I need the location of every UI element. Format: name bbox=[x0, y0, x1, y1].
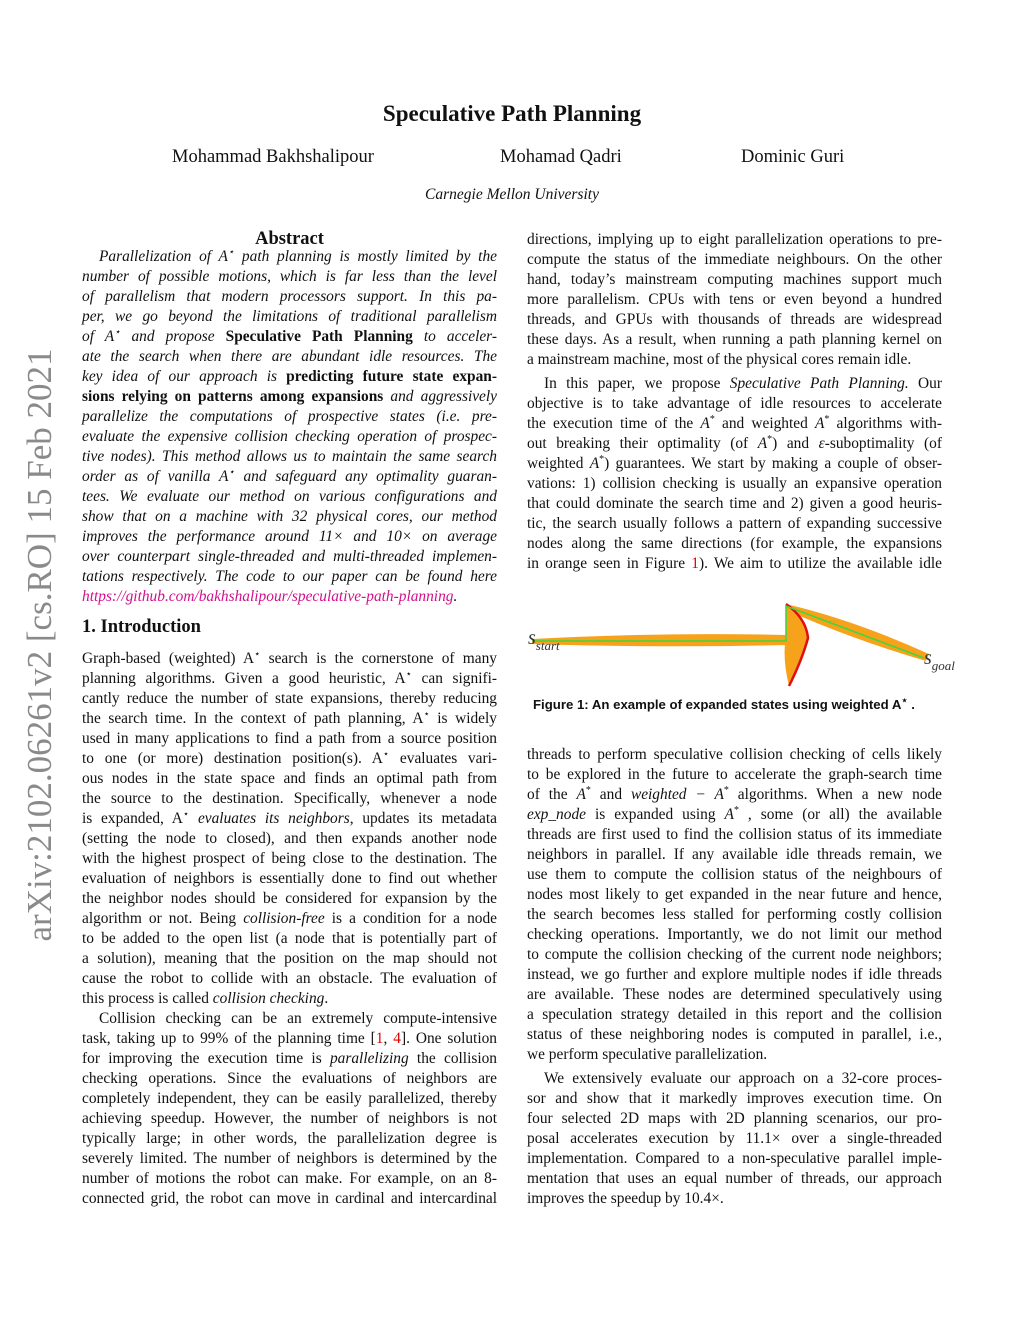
text-line: hand, today’s mainstream computing machines support much bbox=[527, 271, 942, 288]
text-line: to compute the collision checking of the current node neighbors; bbox=[527, 946, 942, 963]
text-line: completely independent, they can be easily parallelized, thereby bbox=[82, 1090, 497, 1107]
text-segment: the search time. In the context of path planning, A bbox=[82, 710, 424, 727]
text-line: evaluation of neighbors is essentially done to find out whether bbox=[82, 870, 497, 887]
text-line: threads to perform speculative collision checking of cells likely bbox=[527, 746, 942, 763]
ellipsis-1: ··· bbox=[629, 637, 639, 648]
text-line: number of possible motions, which is far less than the level bbox=[82, 268, 497, 285]
text-line: are available. These nodes are determined speculatively using bbox=[527, 986, 942, 1003]
text-segment: Speculative Path Planning. bbox=[729, 375, 909, 392]
text-segment: , bbox=[383, 1030, 394, 1047]
text-segment: Graph-based (weighted) A bbox=[82, 650, 255, 667]
author-2: Mohamad Qadri bbox=[500, 147, 622, 167]
ellipsis-2: ··· bbox=[829, 617, 839, 628]
text-segment: ). We aim to utilize the available idle bbox=[698, 555, 942, 572]
citation-link[interactable]: 1 bbox=[375, 1030, 384, 1047]
text-segment: collision-free bbox=[243, 910, 325, 927]
text-line bbox=[527, 434, 942, 454]
text-segment: of A bbox=[82, 328, 115, 345]
text-segment: In this paper, we propose bbox=[544, 375, 730, 392]
text-segment: evaluates its neighbors bbox=[197, 810, 350, 827]
text-segment: to one (or more) destination position(s). A bbox=[82, 750, 383, 767]
text-line: Collision checking can be an extremely compute-intensive bbox=[99, 1010, 497, 1027]
intro-paragraph-4 bbox=[527, 374, 942, 574]
text-line: improves the speedup by 10.4×. bbox=[527, 1190, 724, 1207]
intro-paragraph-2 bbox=[82, 1009, 497, 1209]
text-line: nodes most likely to get expanded in the near future and hence, bbox=[527, 886, 942, 903]
text-line bbox=[82, 709, 497, 729]
text-line: the source to the destination. Specifically, whenever a node bbox=[82, 790, 497, 807]
text-line: a solution), meaning that the position on the map should not bbox=[82, 950, 497, 967]
text-line: threads, and GPUs with thousands of threads are widespread bbox=[527, 311, 942, 328]
text-line bbox=[82, 247, 497, 267]
text-segment: evaluates vari- bbox=[389, 750, 497, 767]
text-line bbox=[82, 327, 497, 347]
text-line bbox=[527, 785, 942, 805]
text-line: evaluate the expensive collision checking operation of prospec- bbox=[82, 428, 497, 445]
text-segment: and aggressively bbox=[383, 388, 497, 405]
text-segment: ⋆ bbox=[423, 708, 430, 720]
text-line: severely limited. The number of neighbors is determined by the bbox=[82, 1150, 497, 1167]
start-label: $s_{start}$ bbox=[528, 627, 560, 653]
text-segment: algorithms. When a new node bbox=[728, 786, 942, 803]
text-segment: -suboptimality (of bbox=[824, 435, 943, 452]
text-line: objective is to take advantage of idle resources to accelerate bbox=[527, 395, 942, 412]
text-segment: A bbox=[700, 415, 710, 432]
text-line: status of these neighboring nodes is computed in parallel, i.e., bbox=[527, 1026, 942, 1043]
text-line: more parallelism. CPUs with tens or even beyond a hundred bbox=[527, 291, 942, 308]
text-segment: of the bbox=[527, 786, 577, 803]
text-segment: and propose bbox=[120, 328, 226, 345]
text-segment: ε bbox=[818, 435, 825, 452]
text-segment: algorithm or not. Being bbox=[82, 910, 244, 927]
text-line: the neighbor nodes should be considered for expansion by the bbox=[82, 890, 497, 907]
text-line: tic, the search usually follows a pattern of expanding successive bbox=[527, 515, 942, 532]
text-segment: predicting future state expan- bbox=[286, 368, 497, 385]
text-segment: ) and bbox=[772, 435, 819, 452]
figure-1-diagram bbox=[524, 598, 964, 693]
text-line: per, we go beyond the limitations of traditional parallelism bbox=[82, 308, 497, 325]
text-segment: * bbox=[723, 784, 729, 796]
text-line: connected grid, the robot can move in cardinal and intercardinal bbox=[82, 1190, 497, 1207]
github-link[interactable]: https://github.com/bakhshalipour/speculative-path-planning bbox=[82, 588, 454, 605]
text-segment: * bbox=[824, 413, 830, 425]
text-segment: to acceler- bbox=[412, 328, 497, 345]
text-line: ate the search when there are abundant idle resources. The bbox=[82, 348, 497, 365]
text-segment: key idea of our approach is bbox=[82, 368, 287, 385]
text-segment: out breaking their optimality (of bbox=[527, 435, 758, 452]
caption-end: . bbox=[907, 697, 915, 712]
text-line bbox=[82, 989, 497, 1009]
text-segment: the collision bbox=[408, 1050, 498, 1067]
text-line bbox=[527, 805, 942, 825]
text-segment: Speculative Path Planning bbox=[225, 328, 413, 345]
text-segment: A bbox=[589, 455, 600, 472]
text-line: neighbors in parallel. If any available idle threads remain, we bbox=[527, 846, 942, 863]
text-line bbox=[527, 554, 942, 574]
text-line: directions, implying up to eight parallelization operations to pre- bbox=[527, 231, 942, 248]
text-line: cause the robot to collide with an obstacle. The evaluation of bbox=[82, 970, 497, 987]
text-segment: * bbox=[585, 784, 591, 796]
text-line: typically large; in other words, the parallelization degree is bbox=[82, 1130, 497, 1147]
text-line: nodes along the same directions (for example, the expansions bbox=[527, 535, 942, 552]
intro-paragraph-5 bbox=[527, 745, 942, 1065]
text-line: the search becomes less stalled for performing costly collision bbox=[527, 906, 942, 923]
abstract-heading: Abstract bbox=[255, 229, 324, 249]
text-line: a mainstream machine, most of the physical cores remain idle. bbox=[527, 351, 912, 368]
text-segment: ⋆ bbox=[405, 668, 412, 680]
text-segment: , updates its metadata bbox=[349, 810, 498, 827]
abstract-body bbox=[82, 247, 497, 607]
text-segment: A bbox=[814, 415, 825, 432]
text-line bbox=[82, 909, 497, 929]
text-segment: order as of vanilla A bbox=[82, 468, 229, 485]
text-line: improves the performance around 11× and 10× on average bbox=[82, 528, 497, 545]
text-line: instead, we go further and explore multiple nodes if idle threads bbox=[527, 966, 942, 983]
text-line bbox=[82, 649, 497, 669]
text-line: checking operations. Importantly, we do not limit our method bbox=[527, 926, 942, 943]
text-line: ous nodes in the state space and finds an optimal path from bbox=[82, 770, 497, 787]
text-line bbox=[527, 374, 942, 394]
text-line: that could dominate the search time and 2) given a good heuris- bbox=[527, 495, 942, 512]
text-line bbox=[82, 1029, 497, 1049]
text-line bbox=[82, 749, 497, 769]
goal-label: $s_{goal}$ bbox=[924, 647, 955, 673]
caption-text: Figure 1: An example of expanded states using weighted A bbox=[533, 697, 902, 712]
text-segment: ⋆ bbox=[382, 748, 390, 760]
text-line bbox=[527, 414, 942, 434]
text-line: (setting the node to closed), and then expands another node bbox=[82, 830, 497, 847]
text-line: mentation that uses an equal number of threads, our approach bbox=[527, 1170, 942, 1187]
text-segment: and weighted bbox=[714, 415, 815, 432]
caption-sup: ⋆ bbox=[901, 695, 908, 707]
text-segment: and safeguard any optimality guaran- bbox=[234, 468, 497, 485]
text-segment: is expanded using bbox=[585, 806, 725, 823]
text-segment: , some (or all) the available bbox=[738, 806, 942, 823]
text-line: show that on a machine with 32 physical cores, our method bbox=[82, 508, 497, 525]
text-segment: is expanded, A bbox=[82, 810, 183, 827]
arxiv-stamp: arXiv:2102.06261v2 [cs.RO] 15 Feb 2021 bbox=[20, 348, 59, 942]
figure-1-caption bbox=[533, 697, 915, 712]
text-line: cantly reduce the number of state expansions, thereby reducing bbox=[82, 690, 497, 707]
text-segment: . bbox=[324, 990, 329, 1007]
text-line bbox=[82, 387, 497, 407]
text-line: with the highest prospect of being close to the destination. The bbox=[82, 850, 497, 867]
text-line: vations: 1) collision checking is usually an expansive operation bbox=[527, 475, 942, 492]
text-line: a speculation strategy detailed in this report and the collision bbox=[527, 1006, 942, 1023]
text-segment: ⋆ bbox=[114, 326, 121, 338]
text-line: implementation. Compared to a non-speculative parallel imple- bbox=[527, 1150, 942, 1167]
text-line: tations respectively. The code to our paper can be found here bbox=[82, 568, 497, 585]
text-segment: . bbox=[453, 588, 458, 605]
author-1: Mohammad Bakhshalipour bbox=[172, 147, 374, 167]
text-segment: ⋆ bbox=[254, 648, 261, 660]
text-line: tive nodes). This method allows us to maintain the same search bbox=[82, 448, 497, 465]
text-line bbox=[82, 1049, 497, 1069]
text-segment: algorithms with- bbox=[829, 415, 942, 432]
text-segment: ⋆ bbox=[227, 246, 235, 258]
text-line bbox=[82, 367, 497, 387]
text-segment: planning algorithms. Given a good heuristic, A bbox=[82, 670, 406, 687]
text-segment: Our bbox=[908, 375, 942, 392]
paper-title: Speculative Path Planning bbox=[382, 101, 642, 126]
text-segment: in orange seen in Figure bbox=[527, 555, 692, 572]
text-segment: ⋆ bbox=[228, 466, 235, 478]
text-line: used in many applications to find a path from a source position bbox=[82, 730, 497, 747]
intro-paragraph-6 bbox=[527, 1069, 942, 1209]
text-segment: * bbox=[599, 453, 605, 465]
text-line: posal accelerates execution by 11.1× over a single-threaded bbox=[527, 1130, 942, 1147]
text-line: We extensively evaluate our approach on a 32-core proces- bbox=[544, 1070, 942, 1087]
intro-paragraph-3 bbox=[527, 230, 942, 370]
expansion-region-start bbox=[532, 634, 786, 646]
text-segment: is widely bbox=[429, 710, 497, 727]
text-line: of parallelism that modern processors support. In this pa- bbox=[82, 288, 497, 305]
text-segment: for improving the execution time is bbox=[82, 1050, 330, 1067]
text-segment: A bbox=[576, 786, 586, 803]
author-3: Dominic Guri bbox=[741, 147, 845, 167]
text-line bbox=[82, 587, 497, 607]
text-line: four selected 2D maps with 2D planning scenarios, our pro- bbox=[527, 1110, 942, 1127]
text-line: sor and show that it markedly improves execution time. On bbox=[527, 1090, 942, 1107]
text-segment: weighted bbox=[527, 455, 590, 472]
text-segment: exp_node bbox=[527, 806, 586, 823]
text-segment: Parallelization of A bbox=[99, 248, 228, 265]
text-segment: A bbox=[724, 806, 734, 823]
intro-heading: 1. Introduction bbox=[82, 617, 201, 637]
text-line bbox=[82, 669, 497, 689]
text-segment: can signifi- bbox=[411, 670, 497, 687]
affiliation: Carnegie Mellon University bbox=[425, 186, 599, 203]
text-segment: and bbox=[590, 786, 631, 803]
text-line: over counterpart single-threaded and multi-threaded implemen- bbox=[82, 548, 497, 565]
text-line bbox=[82, 809, 497, 829]
text-line bbox=[527, 454, 942, 474]
text-line: use them to compute the collision status of the neighbours of bbox=[527, 866, 942, 883]
text-segment: this process is called bbox=[82, 990, 213, 1007]
text-line: achieving speedup. However, the number of neighbors is not bbox=[82, 1110, 497, 1127]
text-segment: * bbox=[709, 413, 715, 425]
text-segment: weighted − A bbox=[630, 786, 724, 803]
text-segment: parallelizing bbox=[329, 1050, 409, 1067]
text-line: we perform speculative parallelization. bbox=[527, 1046, 768, 1063]
text-segment: path planning is mostly limited by the bbox=[234, 248, 497, 265]
text-line: to be added to the open list (a node that is potentially part of bbox=[82, 930, 497, 947]
text-line: parallelize the computations of prospective states (i.e. pre- bbox=[82, 408, 497, 425]
text-line: number of motions the robot can make. For example, on an 8- bbox=[82, 1170, 497, 1187]
text-segment: ) guarantees. We start by making a couple of obser- bbox=[604, 455, 942, 472]
text-segment: A bbox=[757, 435, 768, 452]
text-line: tees. We evaluate our method on various configurations and bbox=[82, 488, 497, 505]
text-segment: the execution time of the bbox=[527, 415, 701, 432]
text-segment: ⋆ bbox=[182, 808, 190, 820]
text-line: compute the status of the immediate neighbours. On the other bbox=[527, 251, 942, 268]
text-segment: task, taking up to 99% of the planning time [ bbox=[82, 1030, 376, 1047]
text-segment: * bbox=[733, 804, 739, 816]
text-segment bbox=[189, 810, 198, 827]
text-segment: is a condition for a node bbox=[324, 910, 497, 927]
text-line: these days. As a result, when running a path planning kernel on bbox=[527, 331, 942, 348]
text-line bbox=[82, 467, 497, 487]
text-segment: sions relying on patterns among expansions bbox=[82, 388, 384, 405]
text-line: threads are first used to find the collision status of its immediate bbox=[527, 826, 942, 843]
text-segment: ]. One solution bbox=[400, 1030, 497, 1047]
text-segment: search is the cornerstone of many bbox=[260, 650, 497, 667]
citation-link[interactable]: 1 bbox=[691, 555, 699, 572]
text-line: checking operations. Since the evaluations of neighbors are bbox=[82, 1070, 497, 1087]
citation-link[interactable]: 4 bbox=[393, 1030, 401, 1047]
text-segment: collision checking bbox=[212, 990, 325, 1007]
text-line: to be explored in the future to accelerate the graph-search time bbox=[527, 766, 942, 783]
intro-paragraph-1 bbox=[82, 649, 497, 1009]
text-segment: * bbox=[767, 433, 773, 445]
